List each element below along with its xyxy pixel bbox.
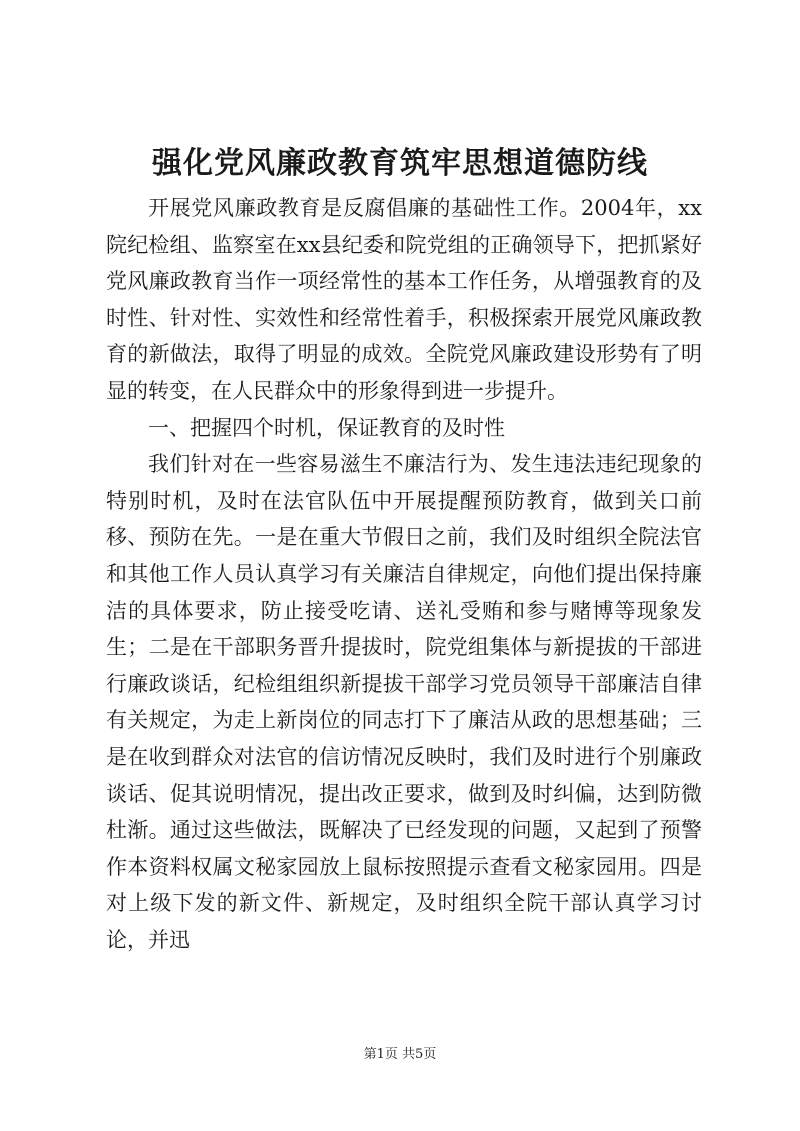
section-heading: 一、把握四个时机，保证教育的及时性 xyxy=(148,415,505,440)
document-body xyxy=(106,190,702,958)
page-number-footer: 第1页 共5页 xyxy=(363,1047,437,1062)
intro-paragraph: 开展党风廉政教育是反腐倡廉的基础性工作。2004年，xx院纪检组、监察室在xx县纪委和院党组的正确领导下，把抓紧好党风廉政教育当作一项经常性的基本工作任务，从增强教育的及时性、针对性、实效性和经常性着手，积极探索开展党风廉政教育的新做法，取得了明显的成效。全院党风廉政建设形势有了明显的转变，在人民群众中的形象得到进一步提升。 xyxy=(106,196,702,403)
body-paragraph: 我们针对在一些容易滋生不廉洁行为、发生违法违纪现象的特别时机，及时在法官队伍中开展提醒预防教育，做到关口前移、预防在先。一是在重大节假日之前，我们及时组织全院法官和其他工作人员认真学习有关廉洁自律规定，向他们提出保持廉洁的具体要求，防止接受吃请、送礼受贿和参与赌博等现象发生；二是在干部职务晋升提拔时，院党组集体与新提拔的干部进行廉政谈话，纪检组组织新提拔干部学习党员领导干部廉洁自律有关规定，为走上新岗位的同志打下了廉洁从政的思想基础；三是在收到群众对法官的信访情况反映时，我们及时进行个别廉政谈话、促其说明情况，提出改正要求，做到及时纠偏，达到防微杜渐。通过这些做法，既解决了已经发现的问题，又起到了预警作本资料权属文秘家园放上鼠标按照提示查看文秘家园用。四是对上级下发的新文件、新规定，及时组织全院干部认真学习讨论，并迅 xyxy=(106,452,702,952)
document-title: 强化党风廉政教育筑牢思想道德防线 xyxy=(152,146,648,181)
